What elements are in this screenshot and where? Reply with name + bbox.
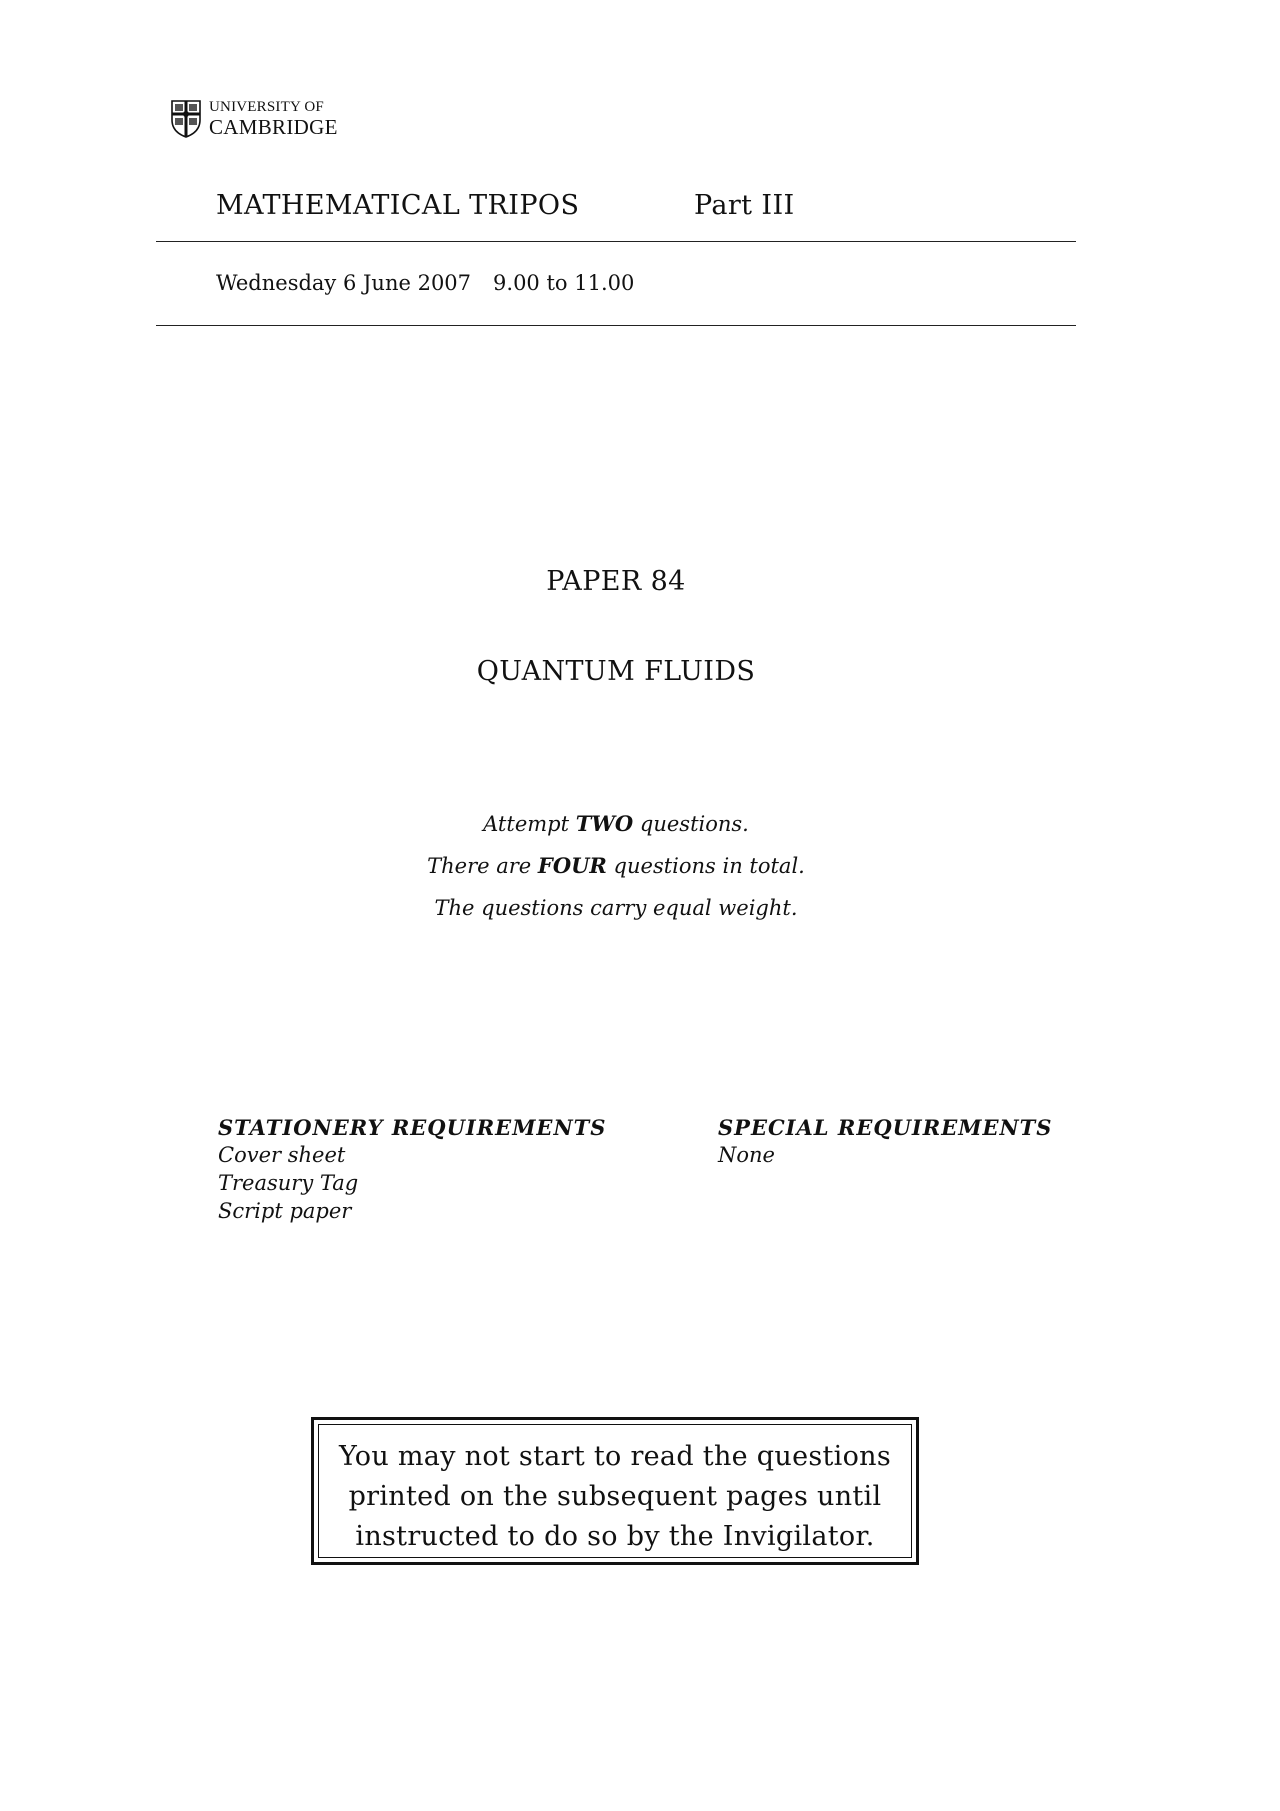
exam-date: Wednesday 6 June 2007: [216, 271, 472, 295]
instruction-weight: The questions carry equal weight.: [434, 896, 798, 920]
stationery-item: Treasury Tag: [218, 1171, 359, 1195]
exam-part: Part III: [694, 190, 795, 221]
exam-title: MATHEMATICAL TRIPOS: [216, 190, 580, 221]
instruction-attempt: Attempt TWO questions.: [483, 811, 749, 836]
paper-subject: QUANTUM FLUIDS: [476, 656, 756, 687]
special-heading: SPECIAL REQUIREMENTS: [718, 1115, 1053, 1140]
invigilator-notice-box: [311, 1417, 919, 1565]
exam-datetime: [216, 271, 634, 295]
notice-line-2: printed on the subsequent pages until: [348, 1481, 882, 1512]
university-logo: [171, 100, 338, 138]
special-item: None: [718, 1143, 775, 1167]
exam-time: 9.00 to 11.00: [493, 271, 635, 295]
paper-number: PAPER 84: [546, 566, 686, 597]
stationery-item: Script paper: [218, 1199, 352, 1223]
header-rule-bottom: [156, 325, 1076, 326]
instruction-total: There are FOUR questions in total.: [427, 853, 805, 878]
notice-line-1: You may not start to read the questions: [339, 1441, 891, 1472]
cambridge-crest-icon: [171, 100, 201, 138]
logo-line-1: UNIVERSITY OF: [209, 99, 324, 115]
header-rule-top: [156, 241, 1076, 242]
stationery-heading: STATIONERY REQUIREMENTS: [218, 1115, 607, 1140]
stationery-item: Cover sheet: [218, 1143, 346, 1167]
invigilator-notice: [318, 1424, 912, 1558]
notice-line-3: instructed to do so by the Invigilator.: [355, 1521, 875, 1552]
logo-line-2: CAMBRIDGE: [209, 115, 338, 139]
